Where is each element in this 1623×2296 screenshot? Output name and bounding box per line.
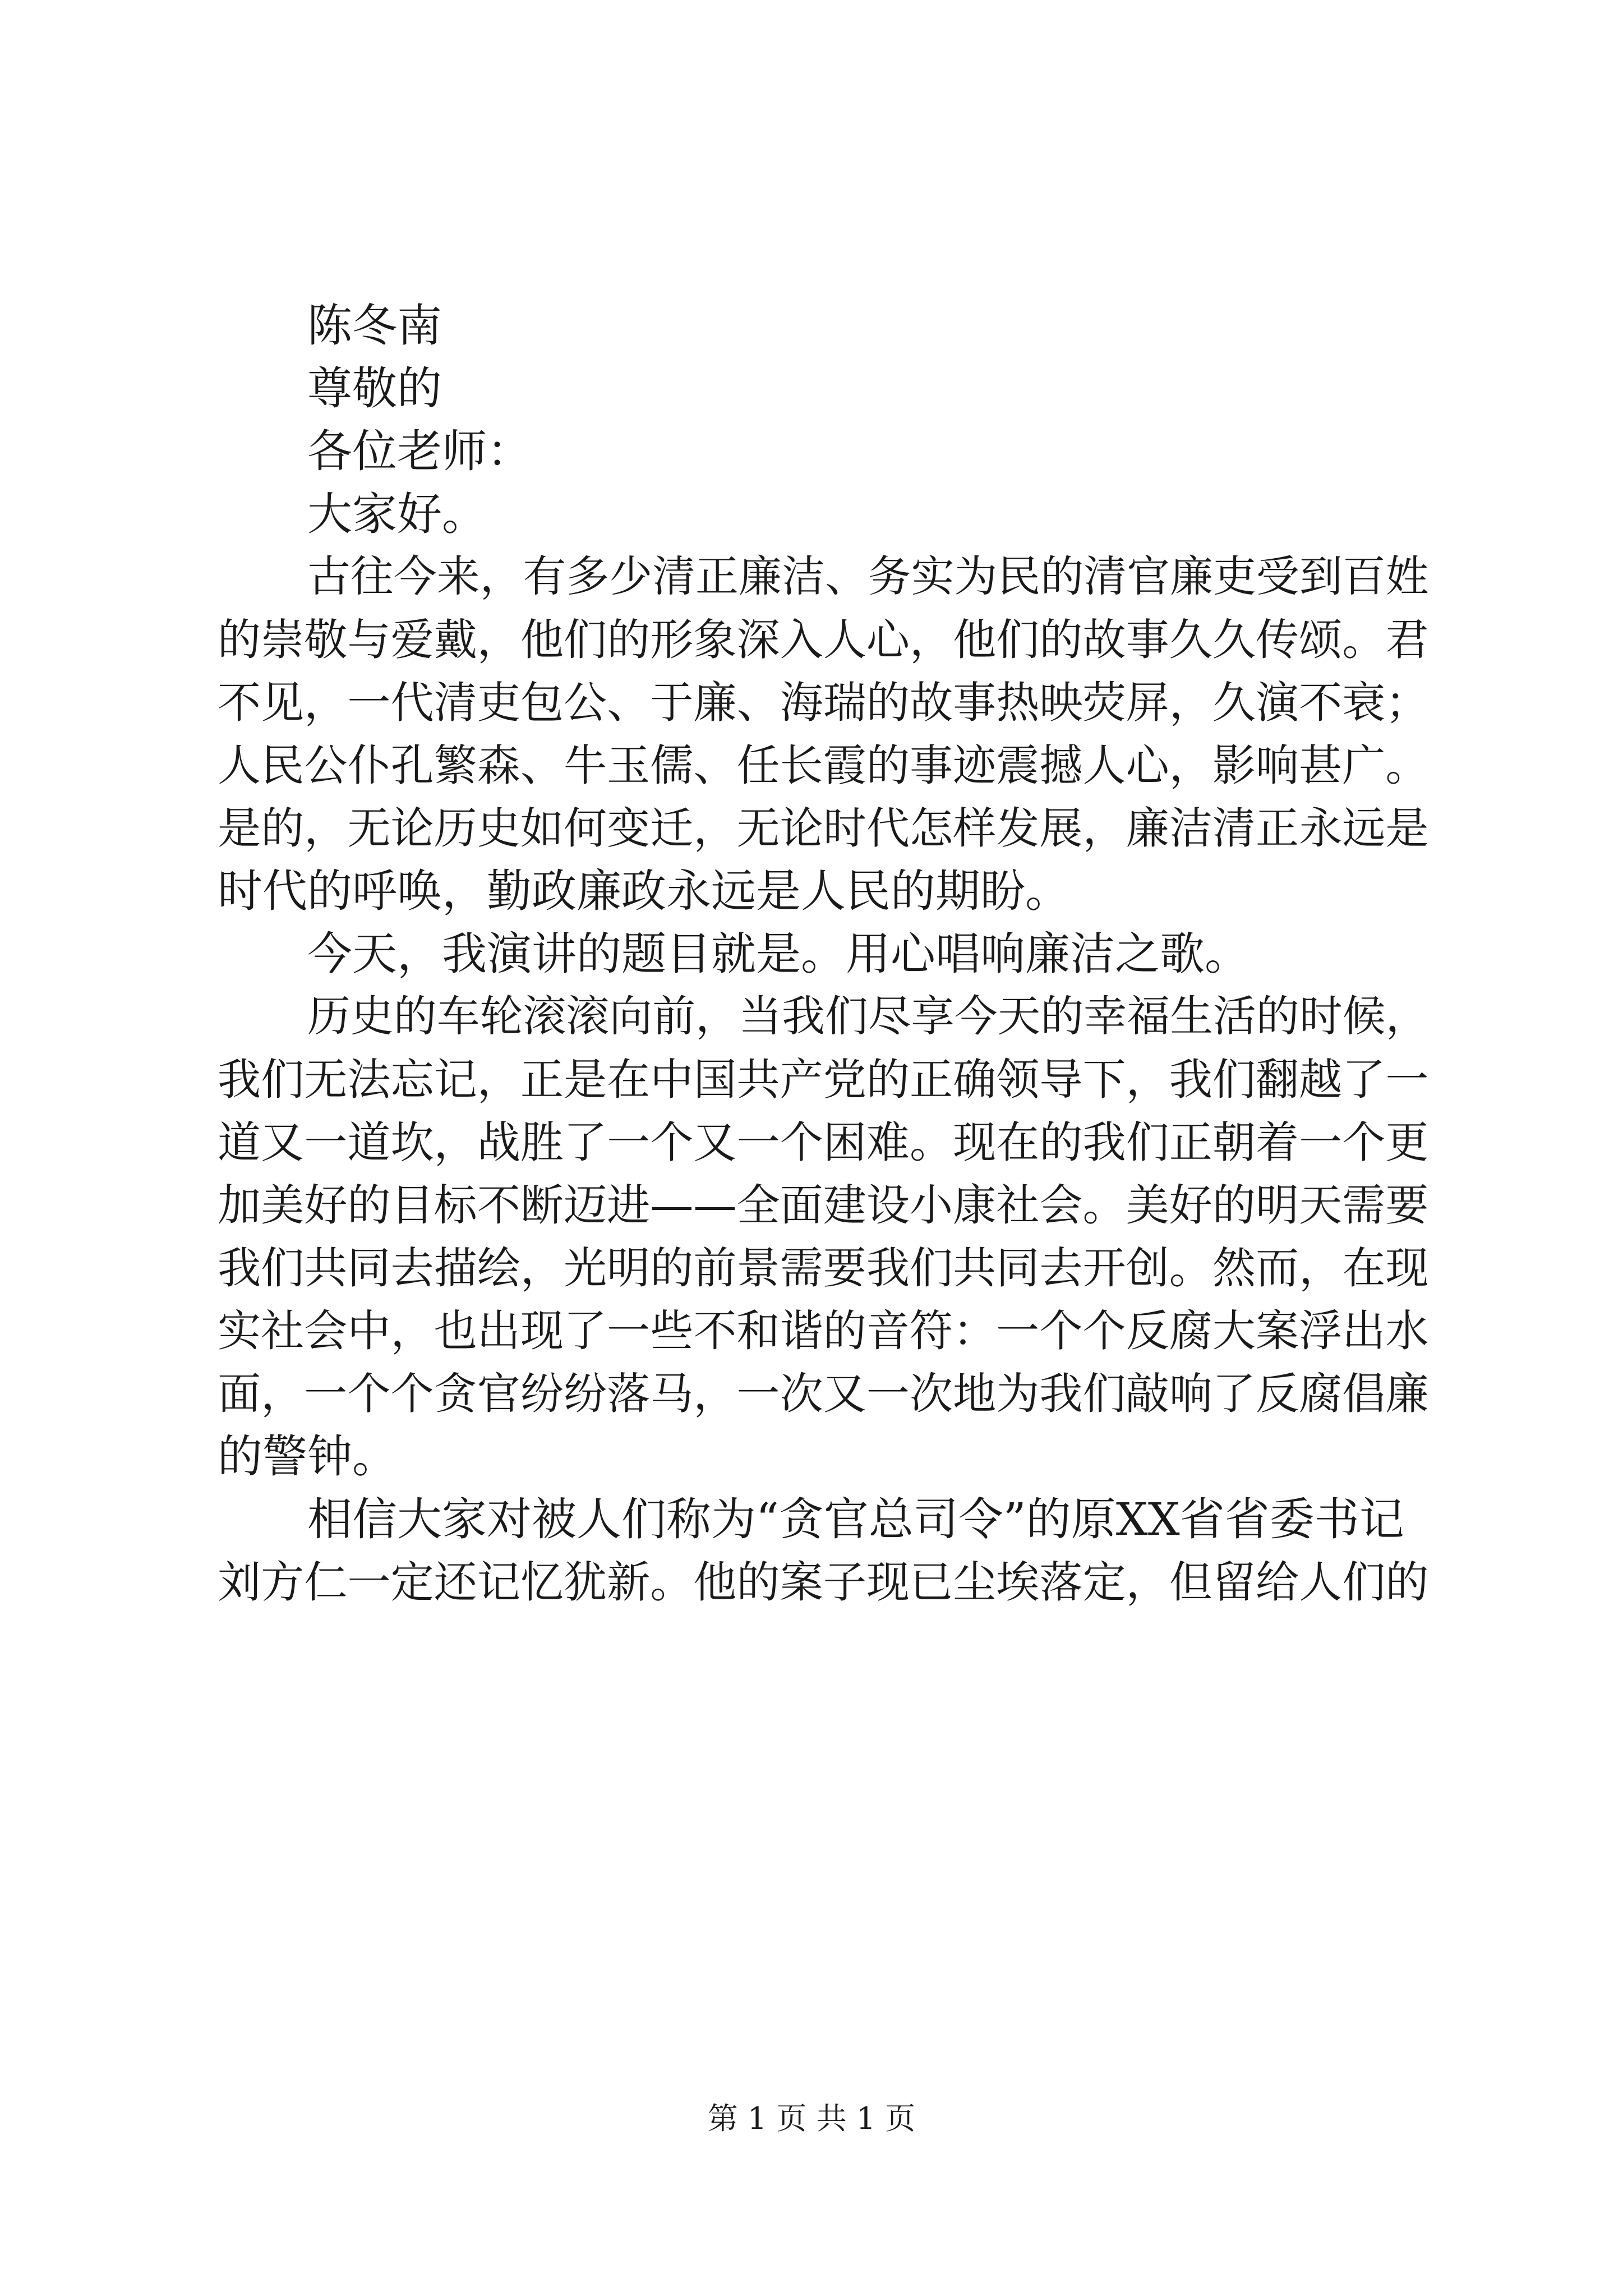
paragraph-1-line-3: 不见，一代清吏包公、于廉、海瑞的故事热映荧屏，久演不衰； <box>218 678 1429 728</box>
paragraph-1-line-2: 的崇敬与爱戴，他们的形象深入人心，他们的故事久久传颂。君 <box>218 615 1429 665</box>
document-body <box>218 295 1429 1614</box>
page-footer <box>0 2099 1623 2138</box>
paragraph-3-line-2: 我们无法忘记，正是在中国共产党的正确领导下，我们翻越了一 <box>218 1055 1429 1105</box>
paragraph-3-line-7: 面，一个个贪官纷纷落马，一次又一次地为我们敲响了反腐倡廉 <box>218 1369 1429 1419</box>
paragraph-1-line-6: 时代的呼唤，勤政廉政永远是人民的期盼。 <box>218 865 1070 917</box>
paragraph-1-line-5: 是的，无论历史如何变迁，无论时代怎样发展，廉洁清正永远是 <box>218 803 1429 854</box>
paragraph-1-line-1: 古往今来，有多少清正廉洁、务实为民的清官廉吏受到百姓 <box>307 552 1429 602</box>
paragraph-3-line-6: 实社会中，也出现了一些不和谐的音符：一个个反腐大案浮出水 <box>218 1306 1429 1356</box>
paragraph-2-line-1: 今天，我演讲的题目就是。用心唱响廉洁之歌。 <box>307 928 1249 980</box>
salutation-line-2: 各位老师： <box>307 425 532 477</box>
paragraph-3-line-4: 加美好的目标不断迈进——全面建设小康社会。美好的明天需要 <box>218 1180 1429 1231</box>
paragraph-3-line-8: 的警钟。 <box>218 1430 397 1483</box>
paragraph-4-line-2: 刘方仁一定还记忆犹新。他的案子现已尘埃落定，但留给人们的 <box>218 1557 1429 1608</box>
salutation-line-1: 尊敬的 <box>307 362 442 415</box>
paragraph-3-line-1: 历史的车轮滚滚向前，当我们尽享今天的幸福生活的时候， <box>307 992 1429 1042</box>
page-number-label: 第 1 页 共 1 页 <box>707 2101 916 2136</box>
greeting: 大家好。 <box>307 488 487 540</box>
paragraph-3-line-3: 道又一道坎，战胜了一个又一个困难。现在的我们正朝着一个更 <box>218 1117 1429 1168</box>
paragraph-3-line-5: 我们共同去描绘，光明的前景需要我们共同去开创。然而，在现 <box>218 1243 1429 1294</box>
author-name: 陈冬南 <box>307 300 442 352</box>
paragraph-4-line-1: 相信大家对被人们称为“贪官总司令”的原XX省省委书记 <box>307 1493 1404 1545</box>
paragraph-1-line-4: 人民公仆孔繁森、牛玉儒、任长霞的事迹震撼人心，影响甚广。 <box>218 740 1429 791</box>
